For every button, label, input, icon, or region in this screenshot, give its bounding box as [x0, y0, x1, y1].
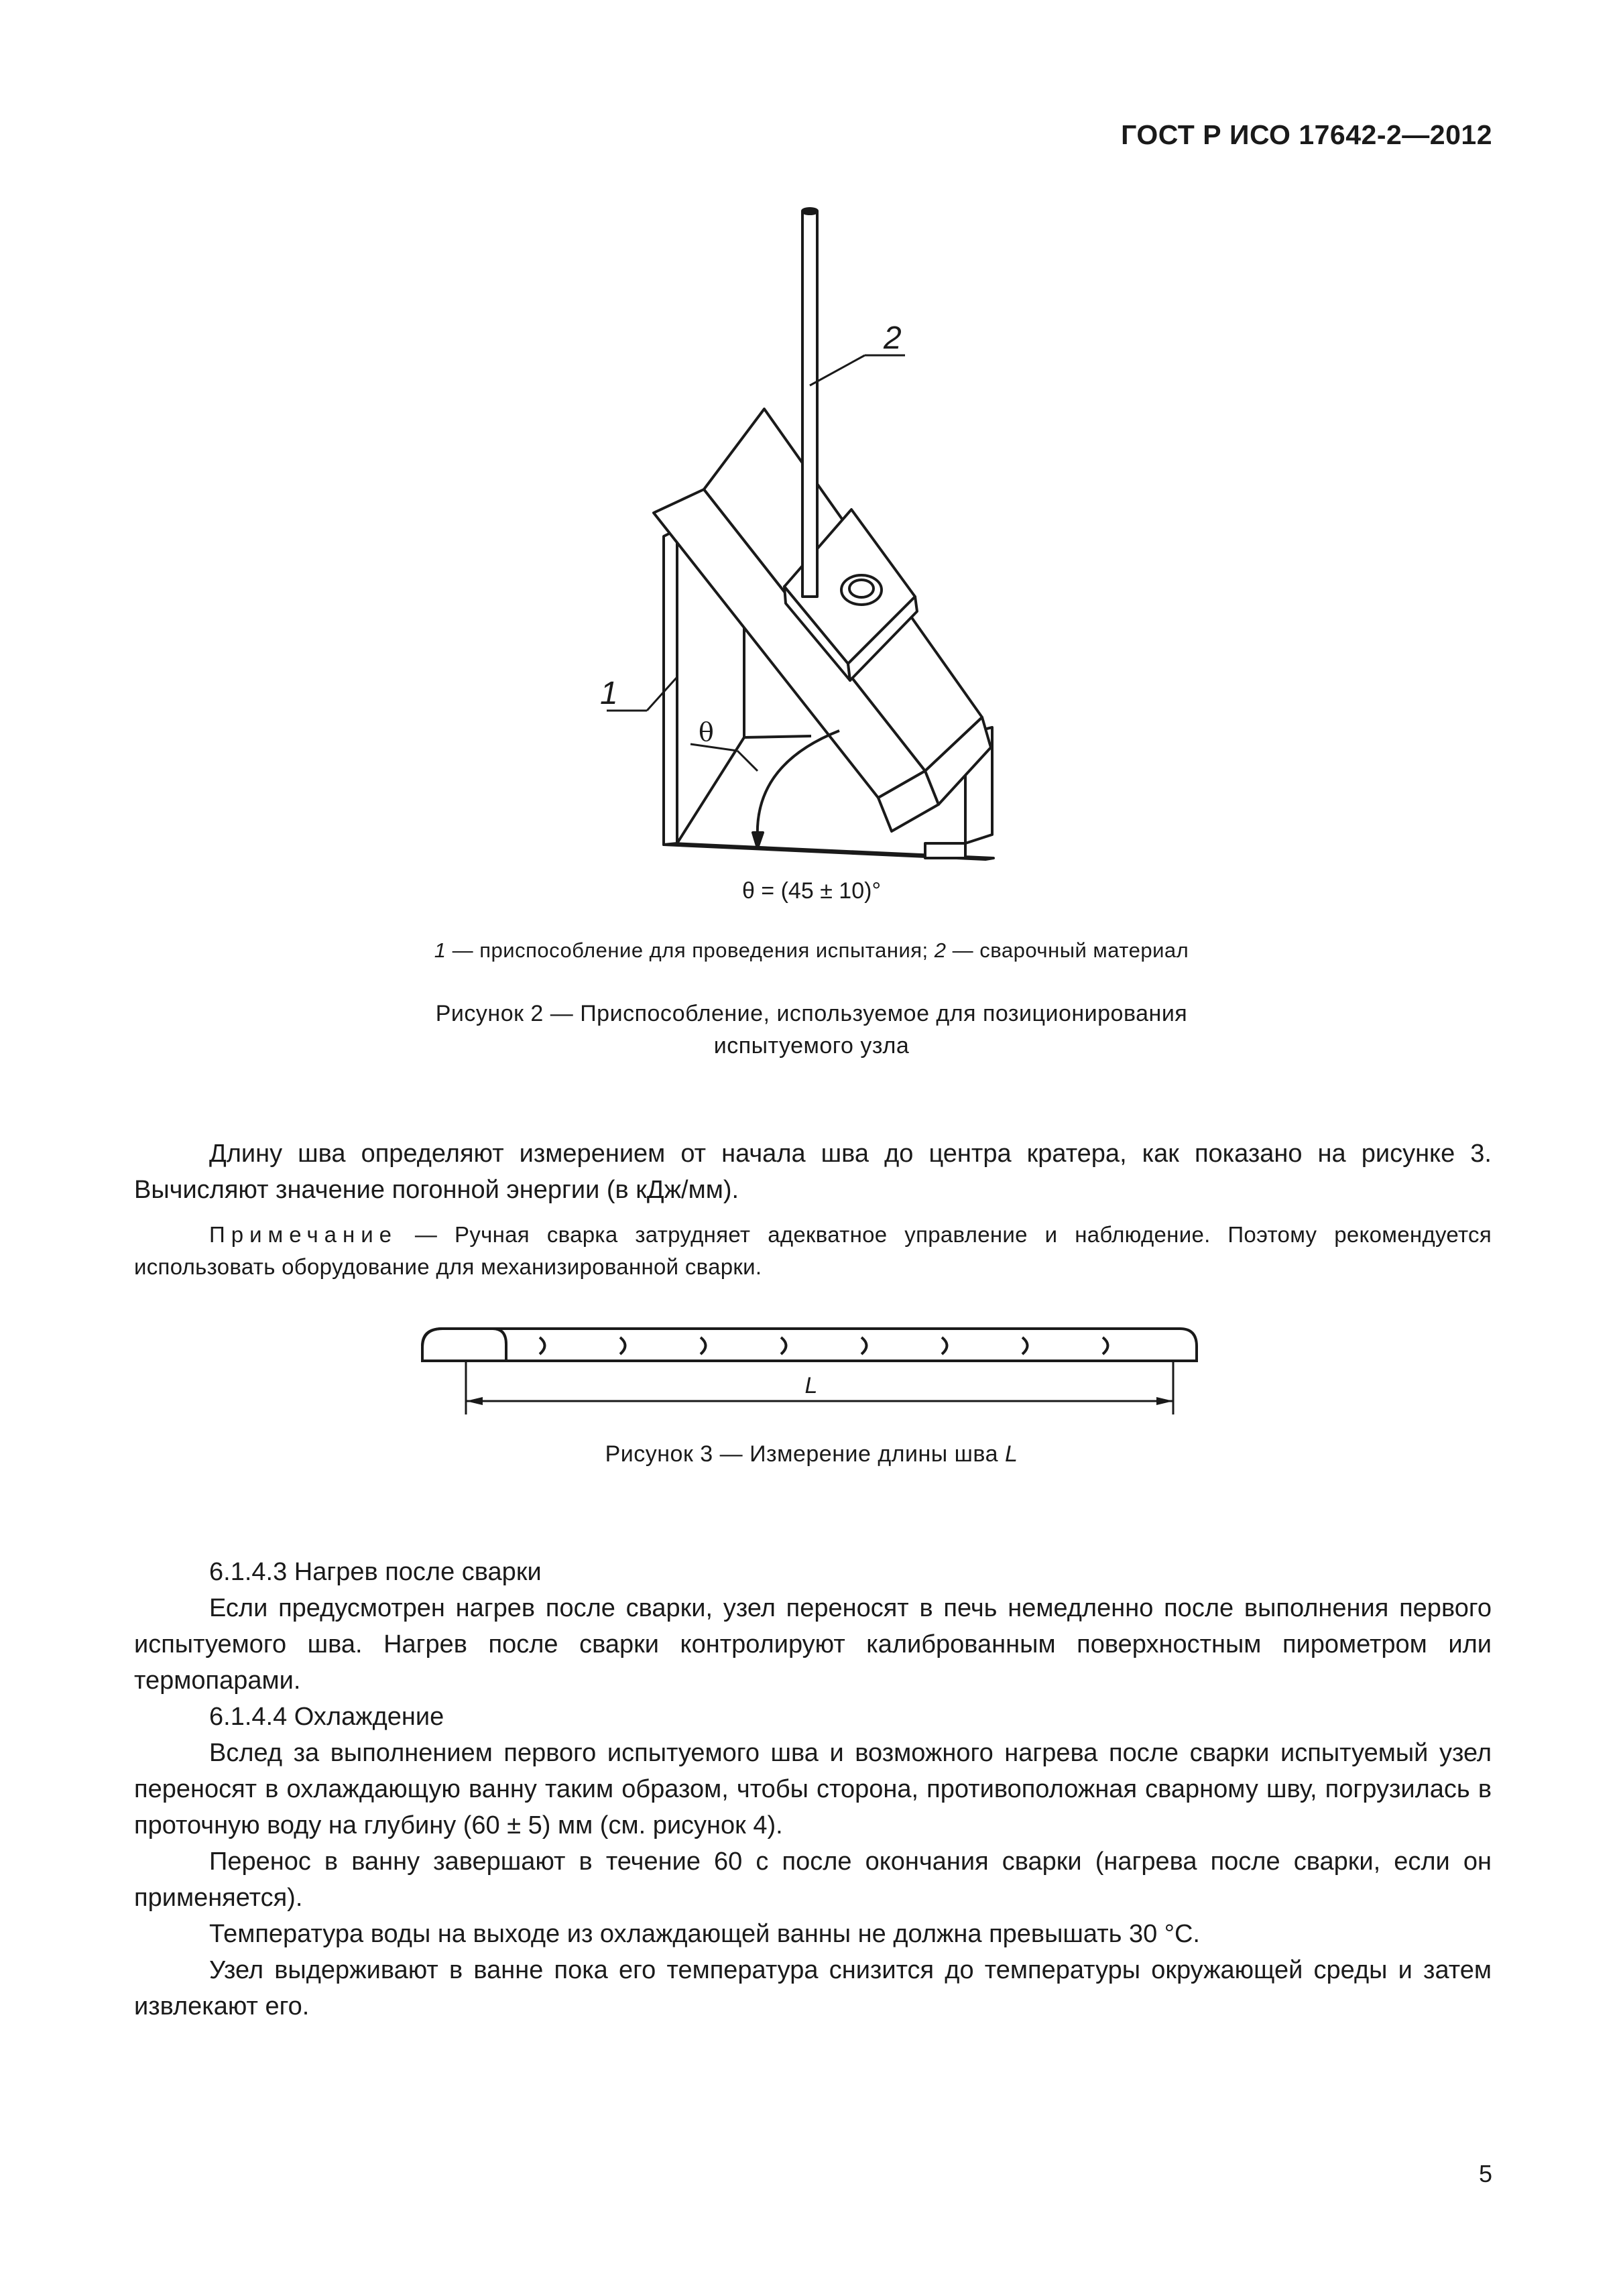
- figure-3-weld-length: [416, 1314, 1207, 1428]
- page-number: 5: [1478, 2160, 1492, 2187]
- document-header: ГОСТ Р ИСО 17642-2—2012: [1121, 119, 1492, 150]
- figure-3-caption-var: L: [1004, 1441, 1018, 1467]
- paragraph-6-1-4-4-d: Узел выдерживают в ванне пока его температура снизится до температуры окружающей среды и затем извлекают его.: [134, 1956, 1492, 2020]
- paragraph-6-1-4-3: Если предусмотрен нагрев после сварки, узел переносят в печь немедленно после выполнения первого испытуемого шва. Нагрев после сварки контролируют калиброванным поверхностным пирометром или термопарами.: [134, 1594, 1492, 1695]
- label-1: 1: [600, 676, 618, 711]
- dimension-label-L: L: [804, 1373, 818, 1398]
- heading-6-1-4-3: 6.1.4.3 Нагрев после сварки: [209, 1558, 542, 1586]
- caption-line-1: Рисунок 2 — Приспособление, используемое для позиционирования: [435, 1001, 1188, 1026]
- paragraph-6-1-4-4-a: Вслед за выполнением первого испытуемого шва и возможного нагрева после сварки испытуемый узел переносят в охлаждающую ванну таким образом, чтобы сторона, противоположная сварному шву, погрузилась в проточную воду на глубину (60 ± 5) мм (см. рисунок 4).: [134, 1739, 1492, 1839]
- caption-line-2: испытуемого узла: [713, 1033, 910, 1059]
- legend-text-2: — сварочный материал: [946, 939, 1189, 962]
- figure-2-positioning-fixture: [590, 194, 1006, 878]
- legend-text-1: — приспособление для проведения испытания;: [446, 939, 935, 962]
- figure-3-caption-text: Рисунок 3 — Измерение длины шва: [605, 1441, 1005, 1467]
- paragraph-weld-length: Длину шва определяют измерением от начала шва до центра кратера, как показано на рисунке 3. Вычисляют значение погонной энергии (в кДж/мм).: [134, 1140, 1492, 1204]
- theta-label: θ: [699, 717, 714, 747]
- legend-num-2: 2: [934, 939, 947, 962]
- note-label: Примечание: [209, 1222, 398, 1247]
- label-2: 2: [884, 320, 902, 356]
- legend-num-1: 1: [434, 939, 446, 962]
- note: [134, 1219, 1492, 1283]
- figure-2-legend: [0, 939, 1623, 963]
- figure-2-caption: [0, 998, 1623, 1062]
- theta-formula: θ = (45 ± 10)°: [741, 878, 882, 904]
- note-text: — Ручная сварка затрудняет адекватное управление и наблюдение. Поэтому рекомендуется использовать оборудование для механизированной сварки.: [134, 1222, 1492, 1279]
- paragraph-6-1-4-4-c: Температура воды на выходе из охлаждающей ванны не должна превышать 30 °С.: [209, 1920, 1200, 1948]
- figure-3-caption: [0, 1441, 1623, 1467]
- paragraph-6-1-4-4-b: Перенос в ванну завершают в течение 60 с после окончания сварки (нагрева после сварки, если он применяется).: [134, 1848, 1492, 1912]
- heading-6-1-4-4: 6.1.4.4 Охлаждение: [209, 1703, 444, 1731]
